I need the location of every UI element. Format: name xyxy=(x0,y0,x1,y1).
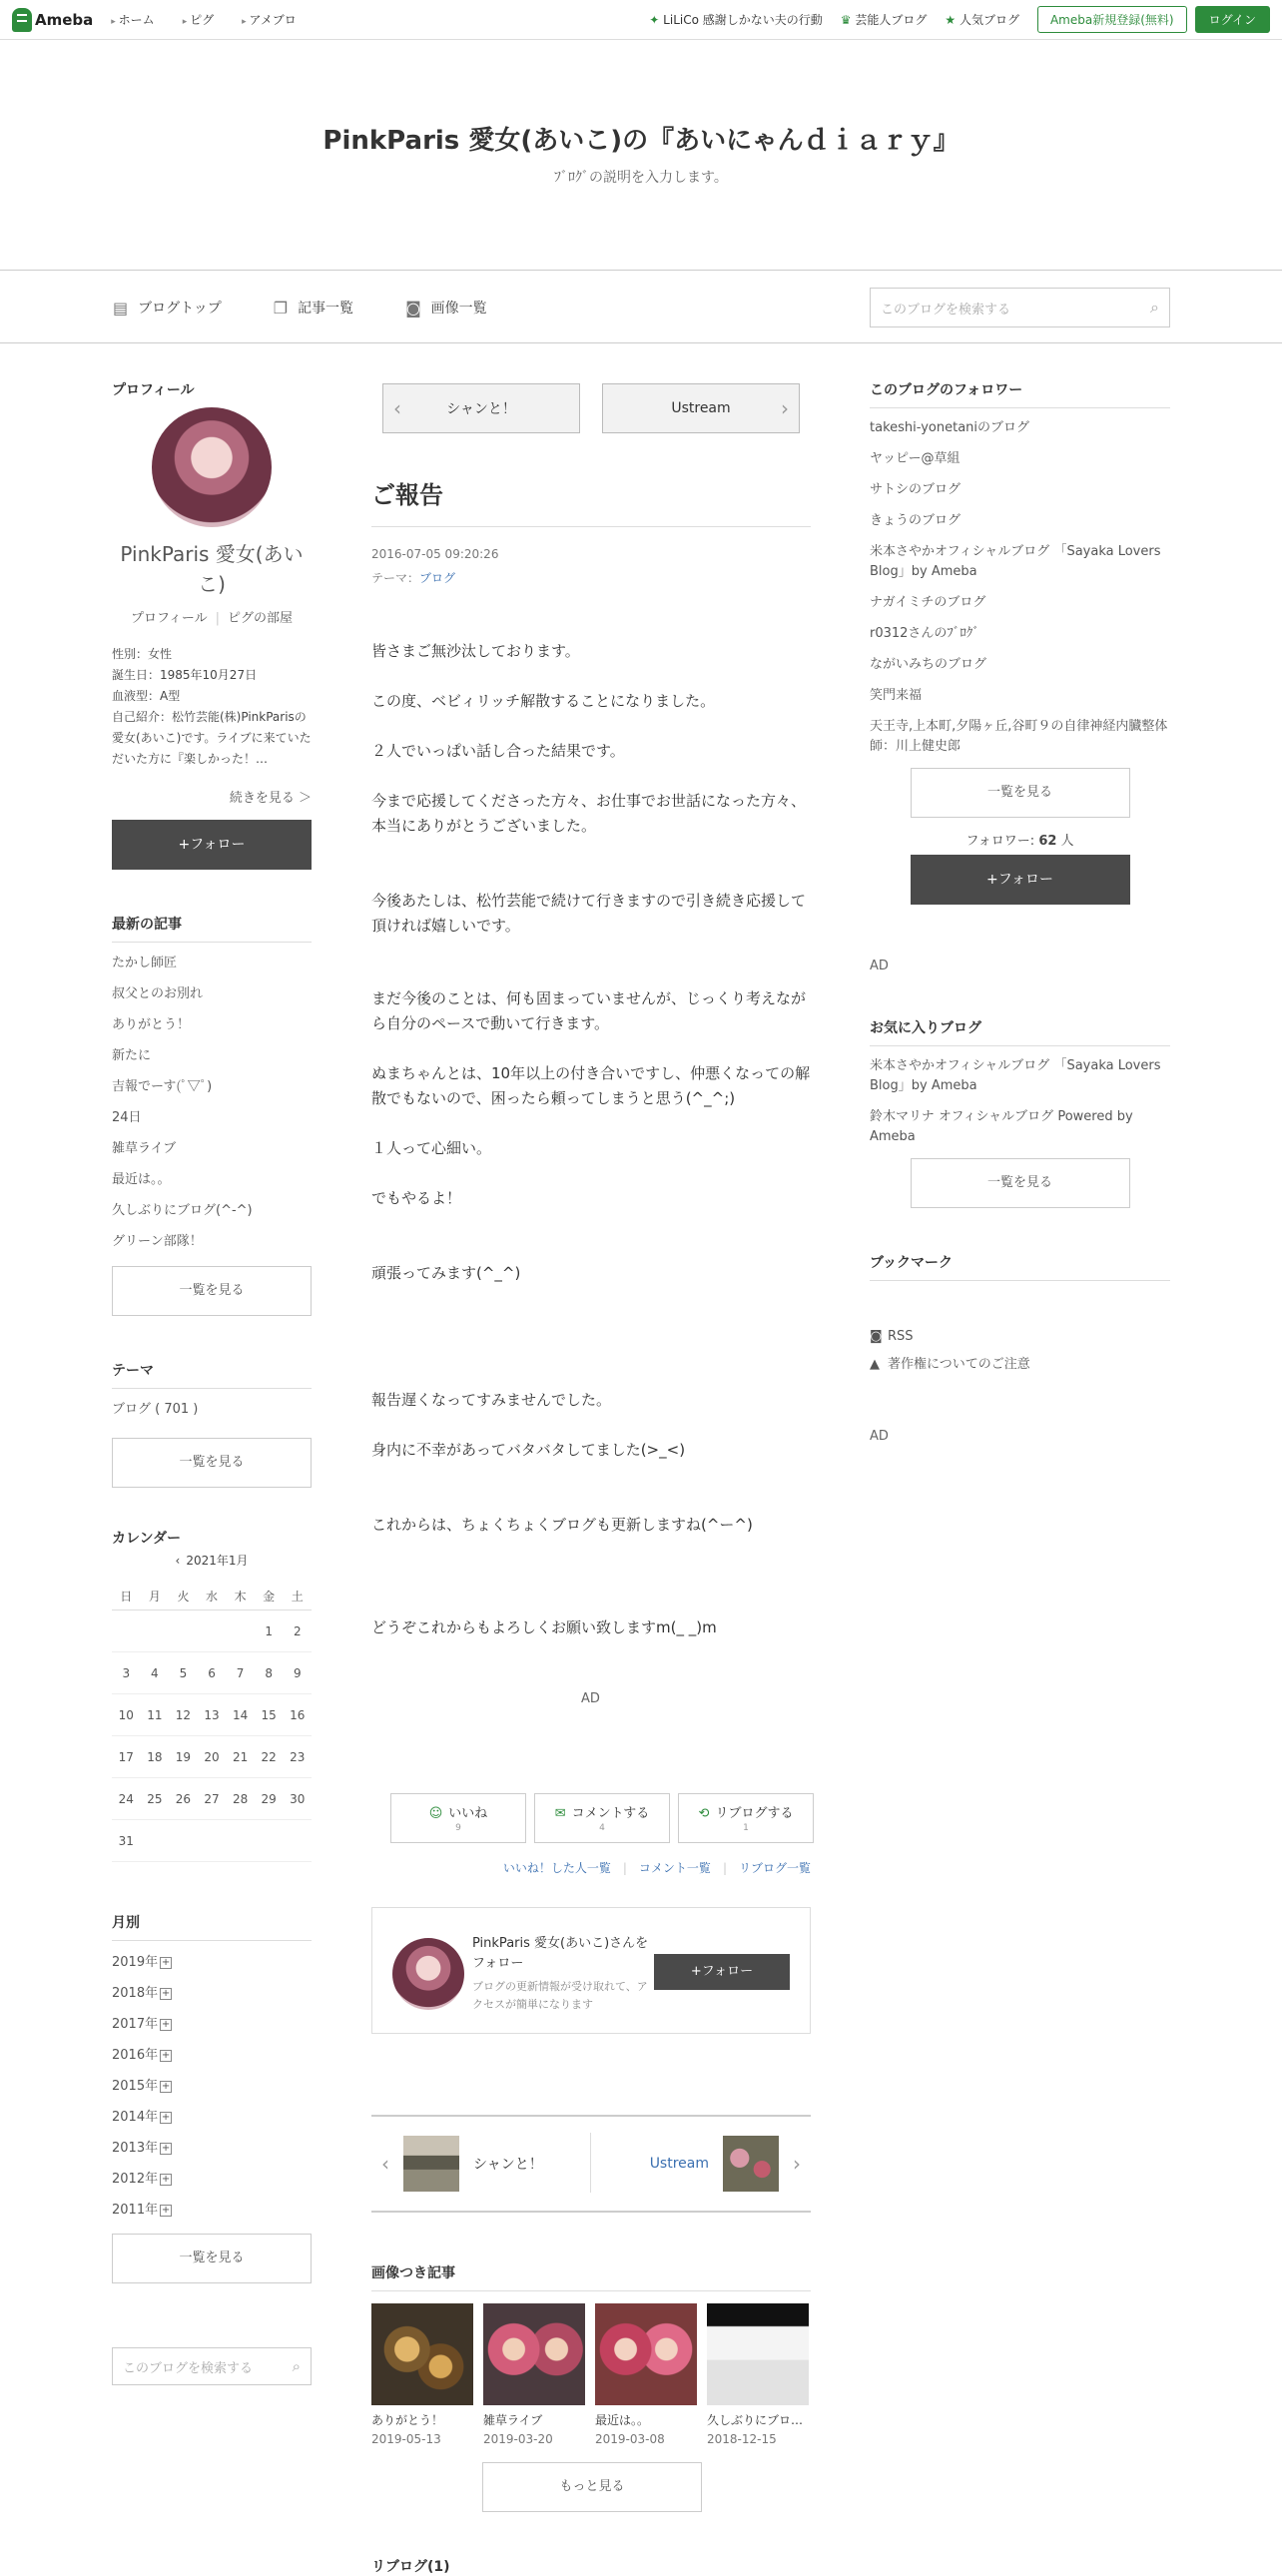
calendar-day: 31 xyxy=(118,1833,134,1848)
pigg-room-link[interactable]: ピグの部屋 xyxy=(228,611,294,626)
list-item[interactable]: グリーン部隊！ xyxy=(112,1234,203,1249)
follow-button[interactable]: +フォロー xyxy=(112,820,312,870)
calendar-day: 27 xyxy=(204,1791,220,1806)
image-entry-caption: 雑草ライブ xyxy=(483,2413,543,2427)
document-icon: ▤ xyxy=(113,298,129,318)
reaction-links xyxy=(503,1859,811,1876)
followers-more-button[interactable]: 一覧を見る xyxy=(911,768,1130,818)
paragraph: まだ今後のことは、何も固まっていませんが、じっくり考えながら自分のペースで動いて行きます。 xyxy=(371,989,807,1032)
image-entry-caption: 久しぶりにブロ… xyxy=(707,2413,804,2427)
paragraph: １人って心細い。 xyxy=(371,1139,492,1157)
entry-pager xyxy=(371,2115,811,2213)
calendar-week xyxy=(112,1652,312,1694)
calendar-week xyxy=(112,1736,312,1778)
recent-more-button[interactable]: 一覧を見る xyxy=(112,1266,312,1316)
archive-year-label: 2018年 xyxy=(112,1986,159,2001)
list-item[interactable]: 米本さやかオフィシャルブログ 「Sayaka Lovers Blog」by Ameba xyxy=(870,544,1161,579)
profile-links xyxy=(112,607,312,626)
follow-box-description: ブログの更新情報が受け取れて、アクセスが簡単になります xyxy=(472,1980,648,2011)
copy-icon: ❐ xyxy=(273,298,289,318)
calendar-day: 5 xyxy=(179,1665,188,1680)
list-item[interactable]: ヤッピー@草組 xyxy=(870,451,961,466)
follow-button[interactable]: +フォロー xyxy=(911,855,1130,905)
reblog-button[interactable] xyxy=(678,1793,814,1843)
copyright-link[interactable] xyxy=(870,1351,1170,1379)
plus-icon[interactable]: + xyxy=(161,1987,171,1999)
followers-list xyxy=(870,418,1170,757)
calendar-day: 26 xyxy=(175,1791,192,1806)
weekday: 火 xyxy=(177,1590,190,1604)
logo-text: Ameba xyxy=(35,10,94,29)
next-entry-label: Ustream xyxy=(671,400,731,416)
list-item[interactable]: 天王寺,上本町,夕陽ヶ丘,谷町９の自律神経内臓整体師：川上健史郎 xyxy=(870,719,1168,754)
profile-avatar[interactable] xyxy=(152,407,272,527)
follower-count xyxy=(870,830,1170,849)
weekday: 水 xyxy=(206,1590,219,1604)
calendar-day: 24 xyxy=(118,1791,134,1806)
blog-header xyxy=(0,41,1282,269)
nav-amebro[interactable]: ▸ アメブロ xyxy=(242,11,297,28)
paragraph: どうぞこれからもよろしくお願い致しますm(_ _)m xyxy=(371,1618,717,1636)
archive-year-label: 2019年 xyxy=(112,1955,159,1970)
entry-theme-label: テーマ： xyxy=(371,571,420,585)
image-entry-thumbnail xyxy=(595,2303,697,2405)
calendar-day: 29 xyxy=(261,1791,277,1806)
comment-count: 4 xyxy=(599,1823,605,1833)
recent-entries-title: 最新の記事 xyxy=(112,914,312,943)
reaction-buttons xyxy=(390,1793,814,1843)
weekday: 月 xyxy=(148,1590,161,1604)
calendar-day: 19 xyxy=(175,1749,192,1764)
list-item[interactable]: 吉報でーす(ﾟ▽ﾟ) xyxy=(112,1079,213,1094)
list-item[interactable]: ながいみちのブログ xyxy=(870,657,987,672)
main-content xyxy=(371,383,811,2575)
image-entry-thumbnail xyxy=(371,2303,473,2405)
ad-label: AD xyxy=(870,1429,889,1444)
image-entry-date: 2019-03-20 xyxy=(483,2432,553,2446)
weekday: 日 xyxy=(120,1590,133,1604)
comment-label: コメントする xyxy=(571,1806,650,1821)
nav-image-list-label: 画像一覧 xyxy=(430,301,487,317)
archive-more-button[interactable]: 一覧を見る xyxy=(112,2234,312,2283)
blog-title[interactable]: PinkParis 愛女(あいこ)の『あいにゃんｄｉａｒｙ』 xyxy=(322,126,960,156)
recent-entries-list xyxy=(112,953,312,1262)
search-placeholder: このブログを検索する xyxy=(123,2360,254,2376)
calendar-day: 13 xyxy=(204,1707,220,1722)
plus-icon[interactable]: + xyxy=(161,2049,171,2061)
profile-more-link[interactable]: 続きを見る ＞ xyxy=(229,791,312,806)
calendar-week xyxy=(112,1694,312,1736)
archive-year[interactable] xyxy=(112,2075,312,2106)
calendar-day: 15 xyxy=(261,1707,277,1722)
avatar[interactable] xyxy=(392,1938,464,2010)
plus-icon[interactable]: + xyxy=(161,2111,171,2123)
list-item[interactable]: 鈴木マリナ オフィシャルブログ Powered by Ameba xyxy=(870,1109,1133,1144)
chevron-right-icon: › xyxy=(781,396,789,420)
archive-year[interactable] xyxy=(112,2137,312,2168)
reblog-count: 1 xyxy=(743,1823,749,1833)
favorites-list xyxy=(870,1056,1170,1147)
archive-year[interactable] xyxy=(112,2199,312,2230)
calendar-day: 1 xyxy=(265,1623,273,1638)
pager-next-label: Ustream xyxy=(649,2156,709,2172)
nav-blog-top[interactable] xyxy=(113,298,222,318)
nav-entry-list-label: 記事一覧 xyxy=(298,301,354,317)
popular-blog-text: 人気ブログ xyxy=(959,13,1019,27)
entry-theme xyxy=(371,569,811,586)
list-item[interactable]: ナガイミチのブログ xyxy=(870,595,986,610)
calendar-day: 9 xyxy=(293,1665,302,1680)
plus-icon[interactable]: + xyxy=(161,2080,171,2092)
next-entry-button[interactable] xyxy=(602,383,800,433)
image-entries-title: 画像つき記事 xyxy=(371,2262,811,2291)
archive-year-label: 2017年 xyxy=(112,2017,159,2032)
follower-count-label: フォロワー: xyxy=(965,834,1039,849)
pager-next[interactable] xyxy=(650,2135,801,2193)
search-icon[interactable]: ⌕ xyxy=(1150,298,1159,317)
entry-title[interactable]: ご報告 xyxy=(371,475,811,527)
theme-list xyxy=(112,1399,312,1430)
rss-icon: ◙ xyxy=(870,1329,883,1344)
archive-year-label: 2012年 xyxy=(112,2172,159,2187)
list-item[interactable]: 笑門来福 xyxy=(870,688,923,703)
right-sidebar xyxy=(870,379,1170,1444)
left-sidebar xyxy=(112,379,312,2385)
calendar-day: 22 xyxy=(261,1749,277,1764)
reblog-section-title: リブログ(1) xyxy=(371,2559,450,2575)
smile-icon: ☺ xyxy=(428,1806,443,1821)
list-item[interactable]: ブログ ( 701 ) xyxy=(112,1402,199,1417)
divider xyxy=(590,2133,591,2193)
profile-link[interactable]: プロフィール xyxy=(130,611,208,626)
camera-icon: ◙ xyxy=(405,298,421,318)
follow-box xyxy=(371,1907,811,2034)
paragraph: 頑張ってみます(^_^) xyxy=(371,1264,521,1282)
ad-label: AD xyxy=(581,1691,600,1706)
list-item[interactable]: 新たに xyxy=(112,1048,152,1063)
calendar-day: 25 xyxy=(147,1791,163,1806)
blog-description: ﾌﾞﾛｸﾞの説明を入力します。 xyxy=(554,170,728,186)
rss-link[interactable] xyxy=(870,1323,1170,1351)
global-header xyxy=(0,0,1282,40)
archive-year-label: 2013年 xyxy=(112,2141,159,2156)
plus-icon[interactable]: + xyxy=(161,2018,171,2030)
list-item[interactable]: 叔父とのお別れ xyxy=(112,986,204,1001)
calendar-week xyxy=(112,1610,312,1652)
plus-icon[interactable]: + xyxy=(161,2142,171,2154)
pager-prev-thumbnail xyxy=(403,2136,459,2192)
calendar-day: 4 xyxy=(151,1665,159,1680)
archive-year-label: 2016年 xyxy=(112,2048,159,2063)
plus-icon[interactable]: + xyxy=(161,2204,171,2216)
paragraph: これからは、ちょくちょくブログも更新しますね(^ー^) xyxy=(371,1516,753,1534)
comment-button[interactable] xyxy=(534,1793,670,1843)
plus-icon[interactable]: + xyxy=(161,2173,171,2185)
reblog-icon: ⟲ xyxy=(698,1806,710,1821)
follow-box-button[interactable]: +フォロー xyxy=(654,1954,790,1990)
separator: | xyxy=(215,611,221,626)
calendar-day: 10 xyxy=(118,1707,134,1722)
celebrity-blog-link[interactable] xyxy=(841,11,928,28)
like-button[interactable] xyxy=(390,1793,526,1843)
calendar-day: 3 xyxy=(122,1665,131,1680)
ameba-logo[interactable] xyxy=(12,8,93,32)
prev-entry-button[interactable] xyxy=(382,383,580,433)
chevron-left-icon[interactable]: ‹ xyxy=(175,1554,181,1568)
calendar-week xyxy=(112,1820,312,1862)
header-right xyxy=(649,6,1270,33)
entry-date: 2016-07-05 09:20:26 xyxy=(371,547,499,561)
calendar-day: 14 xyxy=(232,1707,249,1722)
like-list-link[interactable]: いいね！した人一覧 xyxy=(502,1861,611,1875)
nav-pigg[interactable]: ▸ ピグ xyxy=(183,11,214,28)
weekday: 金 xyxy=(263,1590,276,1604)
archive-year[interactable] xyxy=(112,2168,312,2199)
ameba-logo-icon xyxy=(12,8,32,32)
calendar-day: 11 xyxy=(147,1707,163,1722)
paragraph: 報告遅くなってすみませんでした。 xyxy=(371,1391,612,1409)
paragraph: ２人でいっぱい話し合った結果です。 xyxy=(371,742,625,760)
image-entry-thumbnail xyxy=(483,2303,585,2405)
global-nav xyxy=(111,11,296,28)
follower-count-value: 62 xyxy=(1038,834,1057,849)
image-entries xyxy=(371,2262,811,2446)
paragraph: 今まで応援してくださった方々、お仕事でお世話になった方々、本当にありがとうございました。 xyxy=(371,792,807,835)
login-button[interactable]: ログイン xyxy=(1195,6,1270,33)
blog-nav xyxy=(0,270,1282,343)
archive-list xyxy=(112,1951,312,2230)
ad-label: AD xyxy=(870,959,889,973)
rss-label: RSS xyxy=(888,1329,914,1344)
sparkle-icon: ✦ xyxy=(649,13,660,27)
image-entry[interactable] xyxy=(483,2303,585,2446)
paragraph: この度、ベビィリッチ解散することになりました。 xyxy=(371,692,716,710)
image-entry-caption: 最近は。。 xyxy=(595,2413,650,2427)
nav-entry-list[interactable] xyxy=(274,298,353,318)
plus-icon[interactable]: + xyxy=(161,1956,171,1968)
image-entry-date: 2019-03-08 xyxy=(595,2432,665,2446)
search-icon[interactable]: ⌕ xyxy=(292,2357,301,2375)
weekday: 木 xyxy=(234,1590,247,1604)
popular-blog-link[interactable] xyxy=(945,11,1019,28)
calendar-day: 17 xyxy=(118,1749,134,1764)
nav-home[interactable]: ▸ ホーム xyxy=(111,11,154,28)
profile-info xyxy=(112,644,312,775)
list-item[interactable]: takeshi-yonetaniのブログ xyxy=(870,420,1030,435)
calendar-weekdays xyxy=(112,1583,312,1610)
nav-image-list[interactable] xyxy=(405,298,487,318)
archive-year-label: 2011年 xyxy=(112,2203,159,2218)
star-icon: ★ xyxy=(945,13,957,27)
topic-link-text: LiLiCo 感謝しかない夫の行動 xyxy=(663,13,823,27)
reblog-label: リブログする xyxy=(715,1806,794,1821)
reblog-list-link[interactable]: リブログ一覧 xyxy=(738,1861,811,1875)
calendar-day: 8 xyxy=(265,1665,273,1680)
more-images-button[interactable]: もっと見る xyxy=(482,2462,702,2512)
image-entry[interactable] xyxy=(371,2303,473,2446)
comment-icon: ✉ xyxy=(554,1806,566,1821)
follower-count-unit: 人 xyxy=(1056,834,1074,849)
profile-title: プロフィール xyxy=(112,382,195,398)
paragraph: でもやるよ！ xyxy=(371,1189,462,1207)
calendar-day: 28 xyxy=(232,1791,249,1806)
paragraph: 今後あたしは、松竹芸能で続けて行きますので引き続き応援して頂ければ嬉しいです。 xyxy=(371,892,807,935)
topic-link[interactable] xyxy=(649,11,822,28)
pager-prev[interactable] xyxy=(381,2135,543,2193)
list-item[interactable]: たかし師匠 xyxy=(112,956,178,970)
follow-box-name: PinkParis 愛女(あいこ)さんをフォロー xyxy=(472,1936,649,1971)
nav-blog-top-label: ブログトップ xyxy=(138,301,222,317)
chevron-left-icon: ‹ xyxy=(381,2152,389,2176)
theme-more-button[interactable]: 一覧を見る xyxy=(112,1438,312,1488)
image-entry-date: 2019-05-13 xyxy=(371,2432,441,2446)
archive-year[interactable] xyxy=(112,2106,312,2137)
favorites-more-button[interactable]: 一覧を見る xyxy=(911,1158,1130,1208)
like-label: いいね xyxy=(448,1806,488,1821)
calendar-day: 2 xyxy=(293,1623,302,1638)
archive-year-label: 2014年 xyxy=(112,2110,159,2125)
calendar-day: 18 xyxy=(147,1749,163,1764)
list-item[interactable]: r0312さんのﾌﾞﾛｸﾞ xyxy=(870,626,979,641)
prev-entry-label: シャンと！ xyxy=(446,401,516,417)
list-item[interactable]: 最近は。。 xyxy=(112,1172,171,1187)
image-entry-date: 2018-12-15 xyxy=(707,2432,777,2446)
paragraph: ぬまちゃんとは、10年以上の付き合いですし、仲悪くなっての解散でもないので、困ったら頼ってしまうと思う(^_^;) xyxy=(371,1064,811,1107)
profile-birthday: 誕生日：1985年10月27日 xyxy=(112,668,258,682)
list-item[interactable]: 久しぶりにブログ(^-^) xyxy=(112,1203,253,1218)
calendar-month-header xyxy=(112,1552,312,1569)
calendar-day: 16 xyxy=(290,1707,306,1722)
bookmark-title: ブックマーク xyxy=(870,1252,1170,1281)
image-entry[interactable] xyxy=(595,2303,697,2446)
profile-blood: 血液型：A型 xyxy=(112,689,181,703)
paragraph: 身内に不幸があってバタバタしてました(>_<) xyxy=(371,1441,686,1459)
followers-title: このブログのフォロワー xyxy=(870,379,1170,408)
image-entry[interactable] xyxy=(707,2303,809,2446)
list-item[interactable]: 雑草ライブ xyxy=(112,1141,177,1156)
profile-gender: 性別：女性 xyxy=(112,647,173,661)
weekday: 土 xyxy=(291,1590,304,1604)
calendar-day: 20 xyxy=(204,1749,220,1764)
separator: | xyxy=(622,1861,627,1875)
archive-year[interactable] xyxy=(112,2013,312,2044)
register-button[interactable]: Ameba新規登録(無料) xyxy=(1037,6,1187,33)
paragraph: 皆さまご無沙汰しております。 xyxy=(371,642,580,660)
image-entry-caption: ありがとう！ xyxy=(371,2413,444,2427)
blog-search-input[interactable] xyxy=(870,288,1170,327)
calendar xyxy=(112,1583,312,1862)
archive-year[interactable] xyxy=(112,1951,312,1982)
chevron-left-icon: ‹ xyxy=(393,396,401,420)
image-entry-thumbnail xyxy=(707,2303,809,2405)
list-item[interactable]: きょうのブログ xyxy=(870,513,962,528)
calendar-day: 6 xyxy=(208,1665,216,1680)
entry-theme-link[interactable]: ブログ xyxy=(419,571,456,585)
list-item[interactable]: 米本さやかオフィシャルブログ 「Sayaka Lovers Blog」by Ameba xyxy=(870,1058,1161,1093)
favorites-title: お気に入りブログ xyxy=(870,1017,1170,1046)
chevron-right-icon: › xyxy=(793,2152,801,2176)
calendar-day: 23 xyxy=(290,1749,306,1764)
calendar-day: 21 xyxy=(232,1749,249,1764)
profile-intro: 自己紹介：松竹芸能(株)PinkParisの愛女(あいこ)です。ライブに来ていただいた方に『楽しかった！… xyxy=(112,710,312,766)
search-placeholder: このブログを検索する xyxy=(881,302,1011,318)
separator: | xyxy=(722,1861,727,1875)
calendar-month: 2021年1月 xyxy=(186,1554,249,1568)
list-item[interactable]: サトシのブログ xyxy=(870,482,962,497)
list-item[interactable]: ありがとう！ xyxy=(112,1017,191,1032)
warning-icon: ▲ xyxy=(870,1357,880,1372)
archive-title: 月別 xyxy=(112,1912,312,1941)
calendar-day: 12 xyxy=(175,1707,192,1722)
like-count: 9 xyxy=(455,1823,461,1833)
celebrity-blog-text: 芸能人ブログ xyxy=(855,13,928,27)
pager-prev-label: シャンと！ xyxy=(473,2157,543,2173)
crown-icon: ♛ xyxy=(840,13,852,27)
archive-year[interactable] xyxy=(112,2044,312,2075)
sidebar-search-input[interactable] xyxy=(112,2347,312,2385)
list-item[interactable]: 24日 xyxy=(112,1110,142,1125)
pager-next-thumbnail xyxy=(723,2136,779,2192)
archive-year-label: 2015年 xyxy=(112,2079,159,2094)
theme-title: テーマ xyxy=(112,1360,312,1389)
copyright-label: 著作権についてのご注意 xyxy=(888,1357,1030,1372)
archive-year[interactable] xyxy=(112,1982,312,2013)
profile-name[interactable]: PinkParis 愛女(あいこ) xyxy=(120,542,304,596)
comment-list-link[interactable]: コメント一覧 xyxy=(638,1861,711,1875)
calendar-week xyxy=(112,1778,312,1820)
entry-nav xyxy=(371,383,811,433)
calendar-day: 7 xyxy=(236,1665,245,1680)
calendar-day: 30 xyxy=(290,1791,306,1806)
calendar-title: カレンダー xyxy=(112,1531,182,1547)
